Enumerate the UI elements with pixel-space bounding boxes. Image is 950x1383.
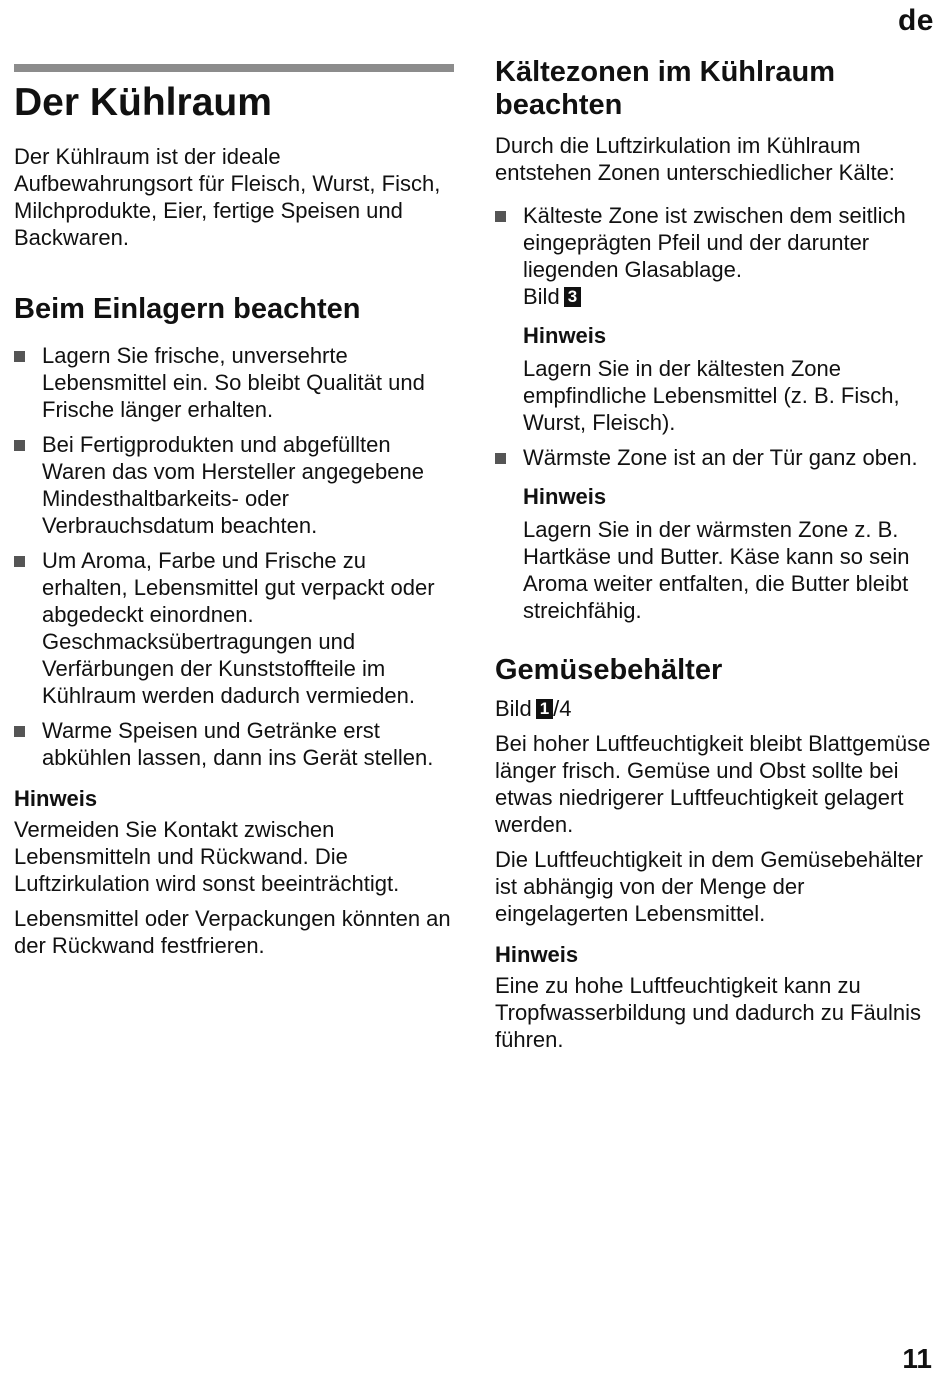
section-divider (14, 64, 454, 72)
list-item: Wärmste Zone ist an der Tür ganz oben. Hinweis Lagern Sie in der wärmsten Zone z. B. Hartkäse und Butter. Käse kann so sein Aroma weiter entfalten, die Butter bleibt streichfähig. (495, 444, 940, 624)
intro-paragraph: Der Kühlraum ist der ideale Aufbewahrungsort für Fleisch, Wurst, Fisch, Milchprodukte, Eier, fertige Speisen und Backwaren. (14, 143, 441, 250)
language-tag: de (897, 4, 934, 37)
note-paragraph: Lagern Sie in der kältesten Zone empfindliche Lebensmittel (z. B. Fisch, Wurst, Fleisch). (523, 356, 900, 436)
list-item: Kälteste Zone ist zwischen dem seitlich eingeprägten Pfeil und der darunter liegenden Glasablage. Bild 3 Hinweis Lagern Sie in der kältesten Zone empfindliche Lebensmittel (z. B. Fisch, Wurst, Fleisch). (495, 202, 940, 436)
zones-bullet-list (495, 202, 940, 624)
note-heading: Hinweis (523, 323, 607, 349)
bullet-square-icon (14, 351, 25, 362)
note-heading: Hinweis (523, 484, 607, 510)
bullet-square-icon (14, 556, 25, 567)
figure-reference: Bild 1 /4 (495, 696, 572, 722)
bullet-square-icon (14, 726, 25, 737)
bullet-square-icon (495, 453, 506, 464)
note-paragraph: Eine zu hohe Luftfeuchtigkeit kann zu Tropfwasserbildung und dadurch zu Fäulnis führen. (495, 973, 921, 1053)
page-title: Der Kühlraum (14, 81, 272, 124)
section-title-cold-zones: Kältezonen im Kühlraum beachten (495, 56, 835, 122)
note-heading: Hinweis (495, 942, 579, 968)
bullet-square-icon (495, 211, 506, 222)
note-paragraph: Lagern Sie in der wärmsten Zone z. B. Hartkäse und Butter. Käse kann so sein Aroma weiter entfalten, die Butter bleibt streichfähig. (523, 517, 910, 624)
vegetable-paragraph-1: Bei hoher Luftfeuchtigkeit bleibt Blattgemüse länger frisch. Gemüse und Obst sollte bei etwas niedrigerer Luftfeuchtigkeit gelagert werden. (495, 731, 931, 838)
section-title-vegetable-drawer: Gemüsebehälter (495, 654, 723, 687)
page-number: 11 (902, 1343, 932, 1374)
right-column (495, 56, 940, 1053)
list-item: Lagern Sie frische, unversehrte Lebensmittel ein. So bleibt Qualität und Frische länger erhalten. (14, 342, 454, 423)
note-paragraph: Vermeiden Sie Kontakt zwischen Lebensmitteln und Rückwand. Die Luftzirkulation wird sonst beeinträchtigt. (14, 816, 400, 896)
bullet-square-icon (14, 440, 25, 451)
vegetable-paragraph-2: Die Luftfeuchtigkeit in dem Gemüsebehälter ist abhängig von der Menge der eingelagerten Lebensmittel. (495, 847, 924, 927)
note-heading: Hinweis (14, 785, 98, 811)
zones-intro: Durch die Luftzirkulation im Kühlraum entstehen Zonen unterschiedlicher Kälte: (495, 133, 895, 186)
list-item: Um Aroma, Farbe und Frische zu erhalten, Lebensmittel gut verpackt oder abgedeckt einordnen. Geschmacksübertragungen und Verfärbungen der Kunststoffteile im Kühlraum werden dadurch vermieden. (14, 547, 454, 709)
section-title-storage: Beim Einlagern beachten (14, 292, 361, 325)
storage-bullet-list (14, 342, 454, 771)
note-paragraph-2: Lebensmittel oder Verpackungen könnten an der Rückwand festfrieren. (14, 905, 451, 958)
list-item: Bei Fertigprodukten und abgefüllten Waren das vom Hersteller angegebene Mindesthaltbarkeits- oder Verbrauchsdatum beachten. (14, 431, 454, 539)
figure-reference-badge: 1 (536, 699, 553, 719)
figure-reference-badge: 3 (564, 287, 581, 307)
left-column (14, 64, 454, 959)
list-item: Warme Speisen und Getränke erst abkühlen lassen, dann ins Gerät stellen. (14, 717, 454, 771)
